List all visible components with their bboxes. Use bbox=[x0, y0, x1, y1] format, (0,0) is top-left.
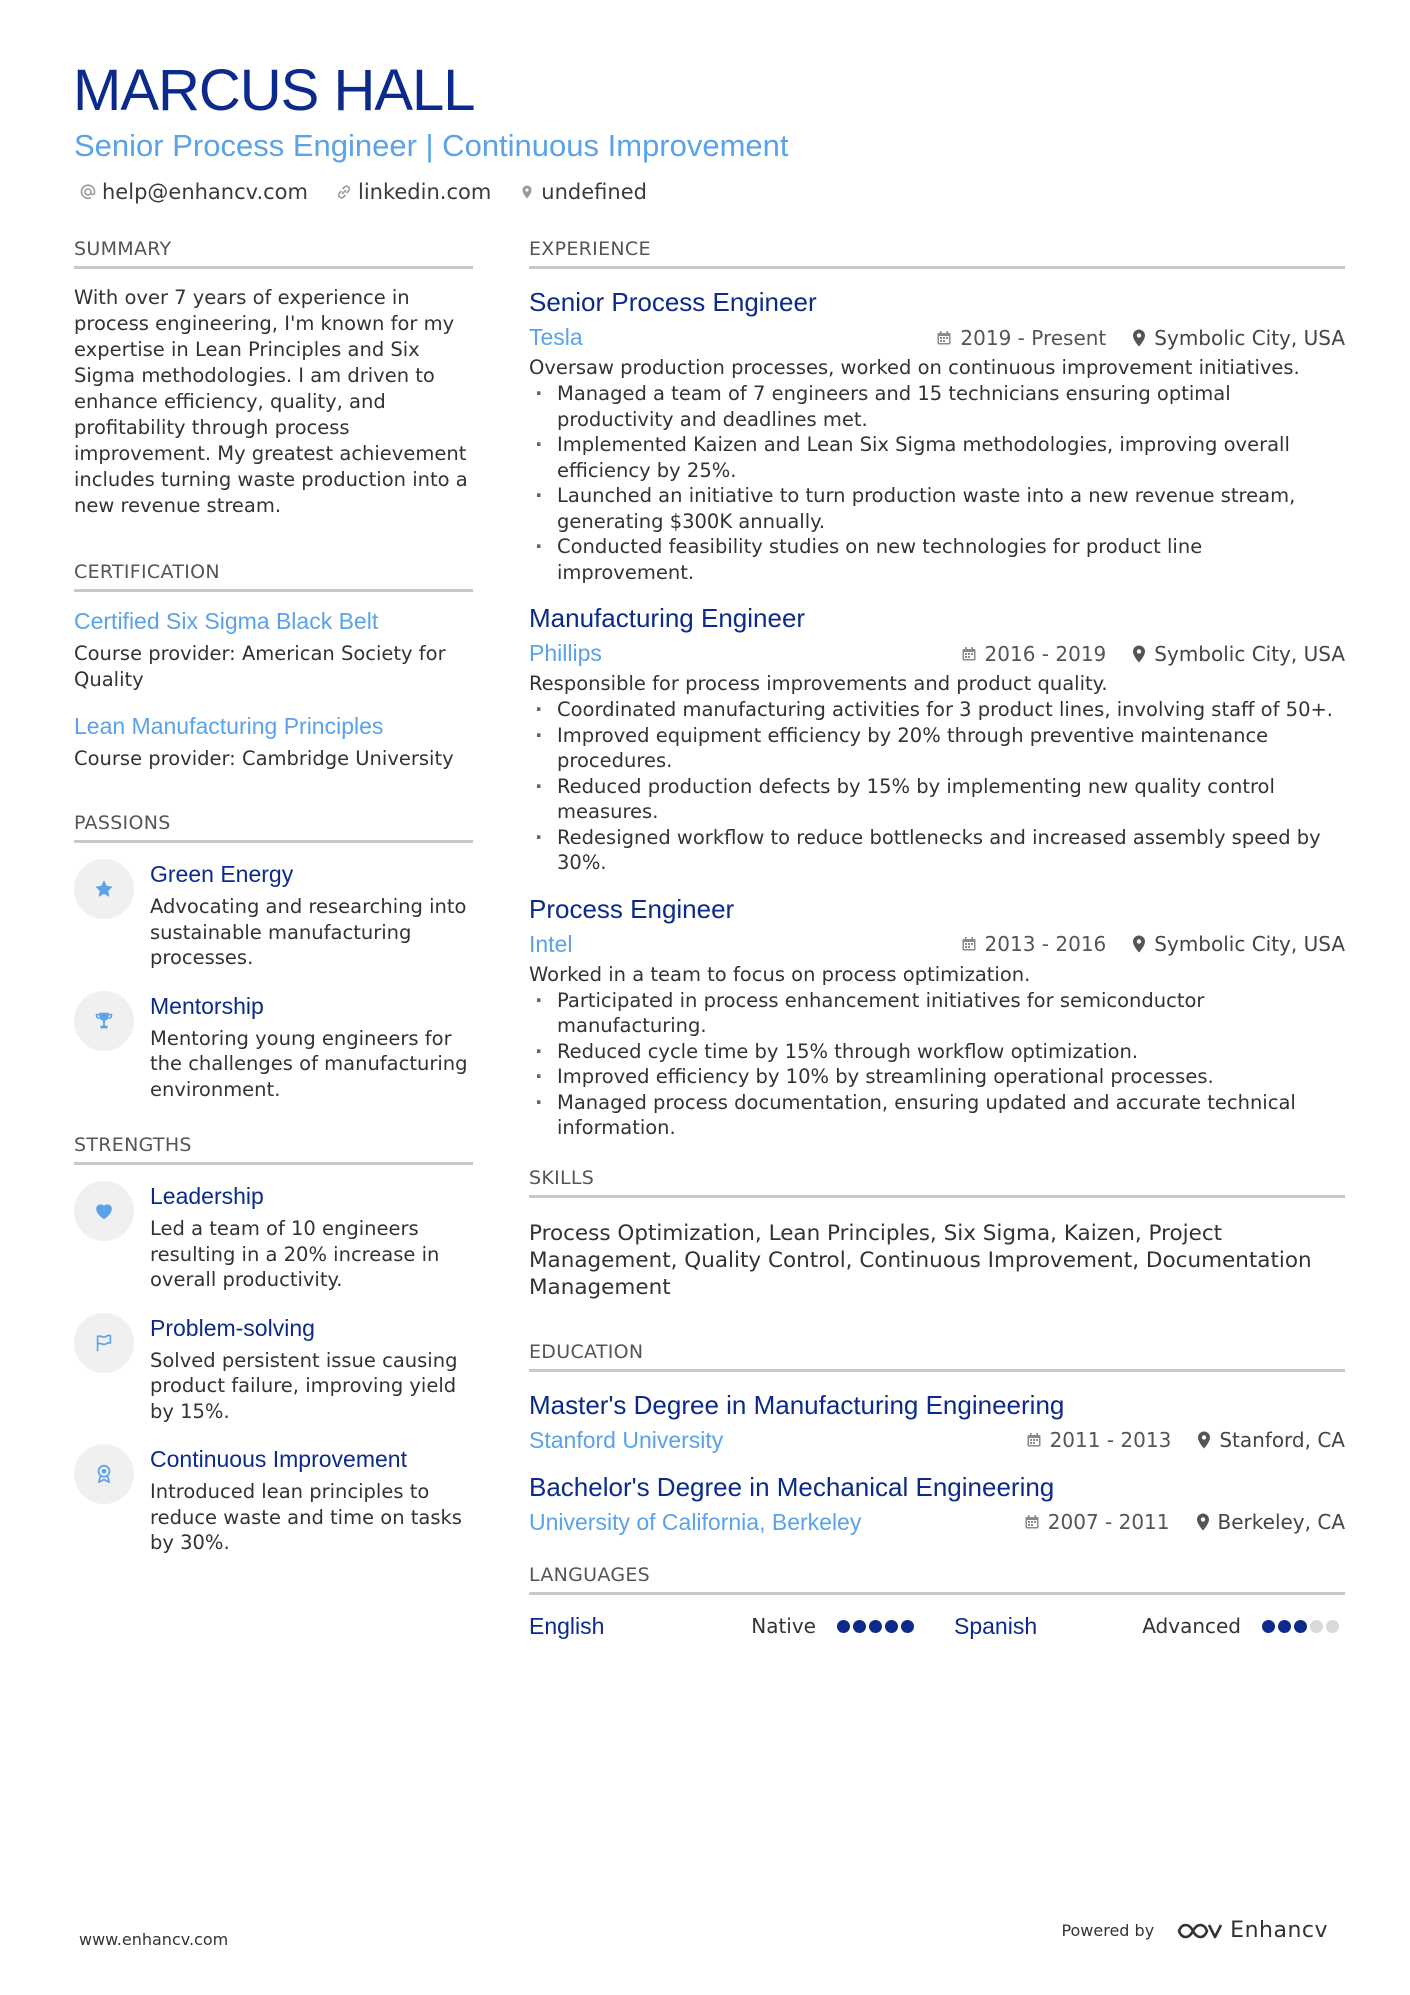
strength-desc: Introduced lean principles to reduce waste and time on tasks by 30%. bbox=[150, 1480, 462, 1554]
skills-section bbox=[529, 1167, 1345, 1301]
job-entry bbox=[529, 603, 1345, 876]
education-location: Berkeley, CA bbox=[1217, 1510, 1345, 1534]
contact-location bbox=[519, 180, 647, 204]
education-degree: Master's Degree in Manufacturing Engineering bbox=[529, 1389, 1065, 1420]
education-entry bbox=[529, 1472, 1345, 1536]
job-bullet: · Managed process documentation, ensuring updated and accurate technical information. bbox=[529, 1090, 1345, 1141]
contact-bar bbox=[80, 180, 675, 204]
experience-section bbox=[529, 238, 1345, 1141]
strength-item bbox=[74, 1444, 473, 1556]
rating-dot bbox=[1294, 1620, 1307, 1633]
certification-name: Certified Six Sigma Black Belt bbox=[74, 608, 379, 634]
contact-email[interactable] bbox=[80, 180, 308, 204]
passions-section bbox=[74, 812, 473, 1102]
contact-linkedin-text: linkedin.com bbox=[357, 180, 492, 204]
job-bullet: · Improved equipment efficiency by 20% through preventive maintenance procedures. bbox=[529, 723, 1345, 774]
rating-dot bbox=[1326, 1620, 1339, 1633]
powered-by-label: Powered by bbox=[1061, 1921, 1155, 1940]
star-icon bbox=[74, 859, 134, 919]
strengths-section bbox=[74, 1134, 473, 1556]
footer-website[interactable]: www.enhancv.com bbox=[79, 1930, 229, 1949]
calendar-icon bbox=[1024, 1514, 1040, 1530]
job-location: Symbolic City, USA bbox=[1154, 641, 1345, 666]
job-bullet: · Improved efficiency by 10% by streamlining operational processes. bbox=[529, 1064, 1345, 1090]
location-pin-icon bbox=[1197, 1431, 1211, 1449]
language-item bbox=[529, 1613, 914, 1640]
job-bullets bbox=[529, 697, 1345, 876]
job-description: Worked in a team to focus on process optimization. bbox=[529, 962, 1031, 986]
calendar-icon bbox=[961, 936, 977, 952]
contact-location-text: undefined bbox=[541, 180, 647, 204]
strength-title: Continuous Improvement bbox=[150, 1446, 407, 1472]
passion-item bbox=[74, 991, 473, 1103]
flag-icon bbox=[74, 1313, 134, 1373]
language-rating bbox=[1259, 1620, 1339, 1633]
job-bullet: · Coordinated manufacturing activities for 3 product lines, involving staff of 50+. bbox=[529, 697, 1345, 723]
job-company: Intel bbox=[529, 930, 573, 957]
education-entry bbox=[529, 1390, 1345, 1454]
rating-dot bbox=[1262, 1620, 1275, 1633]
brand-name: Enhancv bbox=[1230, 1918, 1328, 1943]
rating-dot bbox=[837, 1620, 850, 1633]
job-bullet: · Reduced cycle time by 15% through workflow optimization. bbox=[529, 1039, 1345, 1065]
passion-title: Mentorship bbox=[150, 992, 264, 1019]
rating-dot bbox=[1278, 1620, 1291, 1633]
job-title: Senior Process Engineer bbox=[529, 287, 817, 317]
job-location: Symbolic City, USA bbox=[1154, 932, 1345, 956]
skills-heading: SKILLS bbox=[529, 1167, 1345, 1198]
certification-section bbox=[74, 561, 473, 772]
job-company: Tesla bbox=[529, 324, 583, 350]
job-bullet: · Managed a team of 7 engineers and 15 technicians ensuring optimal productivity and deadlines met. bbox=[529, 381, 1345, 432]
job-dates: 2013 - 2016 bbox=[984, 932, 1107, 956]
language-name: Spanish bbox=[954, 1612, 1038, 1639]
location-pin-icon bbox=[1132, 935, 1146, 953]
rating-dot bbox=[885, 1620, 898, 1633]
passion-desc: Advocating and researching into sustainable manufacturing processes. bbox=[150, 895, 467, 969]
job-description: Oversaw production processes, worked on continuous improvement initiatives. bbox=[529, 356, 1300, 379]
location-pin-icon bbox=[519, 184, 535, 200]
job-company: Phillips bbox=[529, 640, 602, 666]
passion-title: Green Energy bbox=[150, 861, 294, 887]
strength-item bbox=[74, 1181, 473, 1293]
summary-section bbox=[74, 238, 473, 519]
strength-desc: Led a team of 10 engineers resulting in a 20% increase in overall productivity. bbox=[150, 1217, 440, 1291]
calendar-icon bbox=[936, 330, 952, 346]
education-heading: EDUCATION bbox=[529, 1341, 1345, 1372]
strength-title: Leadership bbox=[150, 1183, 264, 1209]
job-bullet: · Participated in process enhancement initiatives for semiconductor manufacturing. bbox=[529, 988, 1345, 1039]
job-title: Manufacturing Engineer bbox=[529, 603, 806, 633]
job-bullet: · Implemented Kaizen and Lean Six Sigma methodologies, improving overall efficiency by 25%. bbox=[529, 432, 1345, 483]
strength-desc: Solved persistent issue causing product failure, improving yield by 15%. bbox=[150, 1348, 458, 1423]
language-name: English bbox=[529, 1612, 605, 1639]
calendar-icon bbox=[961, 646, 977, 662]
education-dates: 2007 - 2011 bbox=[1047, 1510, 1170, 1534]
education-degree: Bachelor's Degree in Mechanical Engineering bbox=[529, 1471, 1055, 1502]
rating-dot bbox=[869, 1620, 882, 1633]
contact-linkedin[interactable] bbox=[336, 180, 491, 204]
job-bullets bbox=[529, 381, 1345, 585]
job-title: Process Engineer bbox=[529, 893, 735, 924]
left-column bbox=[74, 238, 473, 1576]
job-dates: 2019 - Present bbox=[960, 325, 1107, 350]
certification-desc: Course provider: American Society for Quality bbox=[74, 642, 446, 691]
language-item bbox=[954, 1613, 1339, 1640]
education-location: Stanford, CA bbox=[1219, 1428, 1345, 1452]
education-dates: 2011 - 2013 bbox=[1049, 1428, 1172, 1452]
contact-email-text: help@enhancv.com bbox=[102, 180, 308, 204]
passion-desc: Mentoring young engineers for the challenges of manufacturing environment. bbox=[150, 1026, 468, 1101]
job-location: Symbolic City, USA bbox=[1154, 325, 1345, 350]
education-section bbox=[529, 1341, 1345, 1536]
heart-icon bbox=[74, 1181, 134, 1241]
passion-item bbox=[74, 859, 473, 971]
candidate-title: Senior Process Engineer | Continuous Improvement bbox=[74, 128, 789, 163]
job-description: Responsible for process improvements and product quality. bbox=[529, 672, 1108, 695]
calendar-icon bbox=[1026, 1432, 1042, 1448]
at-icon bbox=[80, 184, 96, 200]
job-bullets bbox=[529, 988, 1345, 1141]
certification-item bbox=[74, 713, 473, 772]
summary-text: With over 7 years of experience in process engineering, I'm known for my expertise in Lean Principles and Six Sigma methodologies. I am driven to enhance efficiency, quality, and profitability through process improvement. My greatest achievement includes turning waste production into a new revenue stream. bbox=[74, 286, 468, 517]
job-dates: 2016 - 2019 bbox=[984, 641, 1107, 666]
language-rating bbox=[834, 1620, 914, 1633]
skills-list: Process Optimization, Lean Principles, Six Sigma, Kaizen, Project Management, Quality Control, Continuous Improvement, Documentation Management bbox=[529, 1220, 1312, 1300]
job-bullet: · Launched an initiative to turn production waste into a new revenue stream, generating $300K annually. bbox=[529, 483, 1345, 534]
job-bullet: · Redesigned workflow to reduce bottlenecks and increased assembly speed by 30%. bbox=[529, 825, 1345, 876]
education-school: University of California, Berkeley bbox=[529, 1508, 862, 1535]
job-bullet: · Conducted feasibility studies on new technologies for product line improvement. bbox=[529, 534, 1345, 585]
location-pin-icon bbox=[1132, 645, 1146, 663]
languages-section bbox=[529, 1564, 1345, 1640]
strengths-heading: STRENGTHS bbox=[74, 1134, 473, 1165]
right-column bbox=[529, 238, 1345, 1640]
strength-item bbox=[74, 1313, 473, 1425]
job-entry bbox=[529, 894, 1345, 1141]
certification-heading: CERTIFICATION bbox=[74, 561, 473, 592]
languages-heading: LANGUAGES bbox=[529, 1564, 1345, 1595]
certification-desc: Course provider: Cambridge University bbox=[74, 747, 454, 770]
certification-item bbox=[74, 608, 473, 693]
rating-dot bbox=[901, 1620, 914, 1633]
footer-branding bbox=[1061, 1918, 1328, 1943]
enhancv-logo-icon bbox=[1176, 1919, 1222, 1943]
location-pin-icon bbox=[1132, 329, 1146, 347]
language-level: Native bbox=[751, 1614, 816, 1638]
trophy-icon bbox=[74, 991, 134, 1051]
summary-heading: SUMMARY bbox=[74, 238, 473, 269]
location-pin-icon bbox=[1196, 1513, 1210, 1531]
strength-title: Problem-solving bbox=[150, 1314, 315, 1341]
education-school: Stanford University bbox=[529, 1426, 724, 1453]
rating-dot bbox=[1310, 1620, 1323, 1633]
rating-dot bbox=[853, 1620, 866, 1633]
experience-heading: EXPERIENCE bbox=[529, 238, 1345, 269]
job-bullet: · Reduced production defects by 15% by implementing new quality control measures. bbox=[529, 774, 1345, 825]
passions-heading: PASSIONS bbox=[74, 812, 473, 843]
job-entry bbox=[529, 287, 1345, 585]
language-level: Advanced bbox=[1142, 1614, 1241, 1638]
certification-name: Lean Manufacturing Principles bbox=[74, 713, 384, 739]
medal-icon bbox=[74, 1444, 134, 1504]
candidate-name: MARCUS HALL bbox=[73, 58, 475, 123]
link-icon bbox=[336, 184, 352, 200]
